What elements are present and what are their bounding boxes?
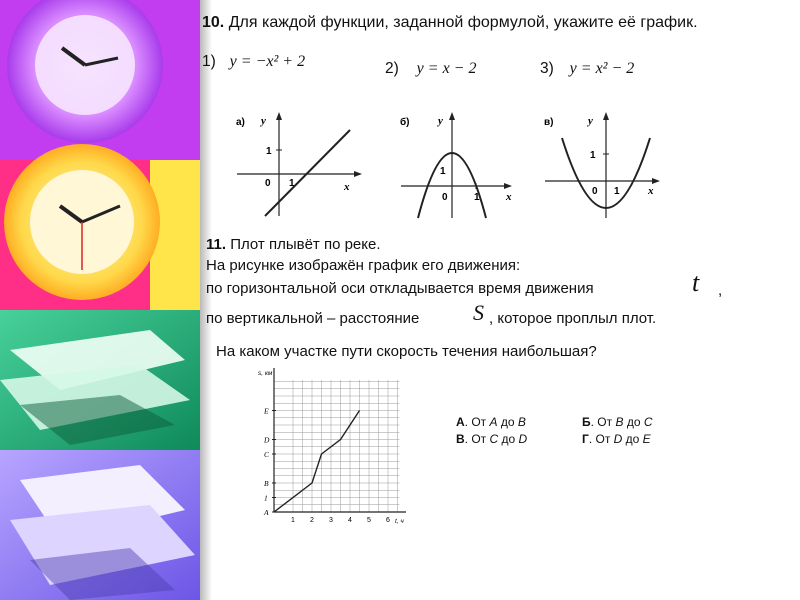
svg-text:0: 0 xyxy=(442,192,448,203)
strip-shadow xyxy=(200,0,212,600)
task10-number: 10. xyxy=(202,14,225,31)
chart-x-labels xyxy=(291,517,390,524)
x-tick-label-6: 6 xyxy=(386,517,390,524)
graph-b xyxy=(396,108,526,220)
chart-xlabel: t, ч xyxy=(395,518,404,525)
svg-text:1: 1 xyxy=(440,166,446,177)
x-tick-label-1: 1 xyxy=(291,517,295,524)
svg-text:1: 1 xyxy=(289,178,295,189)
svg-text:x: x xyxy=(648,185,654,197)
task11-question: На каком участке пути скорость течения наибольшая? xyxy=(216,343,597,360)
task11-number: 11. xyxy=(206,236,227,253)
answer-c: В. От C до D xyxy=(456,432,528,446)
svg-text:1: 1 xyxy=(474,192,480,203)
svg-text:1: 1 xyxy=(614,186,620,197)
formula-1: 1) y = −x² + 2 xyxy=(202,53,306,70)
svg-text:y: y xyxy=(438,115,443,127)
task11-line3: по горизонтальной оси откладывается время движения xyxy=(206,280,594,297)
y-label-C: C xyxy=(264,450,270,459)
graph-b-label: б) xyxy=(400,117,410,128)
graph-c-label: в) xyxy=(544,117,554,128)
svg-text:y: y xyxy=(588,115,593,127)
graph-a xyxy=(232,108,372,220)
y-label-E: E xyxy=(264,406,269,416)
svg-text:y: y xyxy=(261,115,266,127)
graph-c xyxy=(540,108,670,220)
task11-line2: На рисунке изображён график его движения: xyxy=(206,257,521,274)
y-label-D: D xyxy=(264,435,270,445)
x-tick-label-5: 5 xyxy=(367,517,371,524)
chart-ylabel: s, км xyxy=(258,370,273,377)
task11-line1: 11. Плот плывёт по реке. xyxy=(206,236,381,253)
svg-text:1: 1 xyxy=(266,146,272,157)
task10-text: Для каждой функции, заданной формулой, укажите её график. xyxy=(228,14,698,31)
y-label-B: B xyxy=(264,479,269,488)
motion-chart xyxy=(256,366,412,528)
variable-t: t xyxy=(692,268,700,297)
graph-a-label: а) xyxy=(236,117,245,128)
answer-b: Б. От B до C xyxy=(582,415,653,429)
y-label-1: 1 xyxy=(264,493,268,503)
svg-text:x: x xyxy=(506,191,512,203)
task10-header xyxy=(202,14,698,32)
chart-grid xyxy=(274,380,399,512)
variable-s: S xyxy=(473,300,484,325)
svg-text:0: 0 xyxy=(265,178,271,189)
graph-a-line xyxy=(265,130,350,216)
svg-text:x: x xyxy=(344,181,350,193)
formula-3: 3) y = x² − 2 xyxy=(540,60,635,77)
formula-2-text: y = x − 2 xyxy=(416,60,477,77)
x-tick-label-3: 3 xyxy=(329,517,333,524)
x-tick-label-2: 2 xyxy=(310,517,314,524)
y-label-A: A xyxy=(264,508,269,517)
formula-2: 2) y = x − 2 xyxy=(385,60,477,77)
x-tick-label-4: 4 xyxy=(348,517,352,524)
decorative-image-strip xyxy=(0,0,200,600)
answer-d: Г. От D до E xyxy=(582,432,651,446)
svg-text:0: 0 xyxy=(592,186,598,197)
formula-1-text: y = −x² + 2 xyxy=(229,53,306,70)
task11-line4b: , которое проплыл плот. xyxy=(489,310,657,327)
task11-line4a: по вертикальной – расстояние xyxy=(206,310,420,327)
svg-text:1: 1 xyxy=(590,150,596,161)
formula-3-text: y = x² − 2 xyxy=(569,60,635,77)
comma: , xyxy=(718,282,723,299)
answer-a: А. От A до B xyxy=(456,415,526,429)
